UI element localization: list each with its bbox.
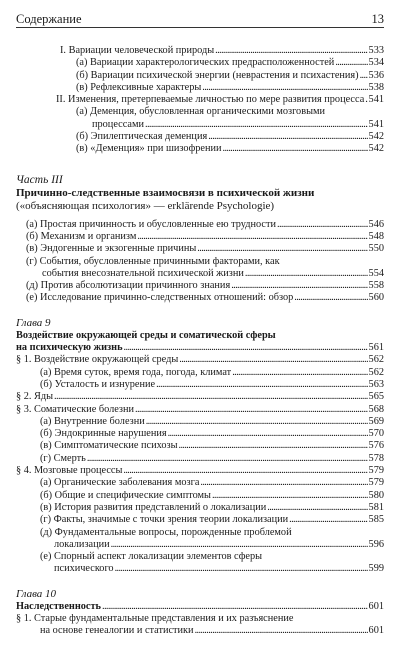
- toc-entry: (б) Вариации психической энергии (неврастения и психастения) . . . 536: [16, 70, 384, 82]
- part-title: Причинно-следственные взаимосвязи в психической жизни: [16, 186, 315, 199]
- header-title: Содержание: [16, 11, 82, 26]
- toc-entry: § 3. Соматические болезни . . . 568: [16, 404, 384, 416]
- toc-entry: (б) Эндокринные нарушения . . . 570: [16, 428, 384, 440]
- chapter-label: Глава 10: [16, 587, 57, 600]
- page-number: 13: [371, 11, 384, 26]
- chapter-title-entry: Наследственность . . . 601: [16, 601, 384, 613]
- toc-entry-line: (е) Спорный аспект локализации элементов сферы: [40, 551, 263, 563]
- toc-entry: § 1. Воздействие окружающей среды . . . 562: [16, 354, 384, 366]
- toc-entry: (г) Смерть . . . 578: [16, 453, 384, 465]
- chapter-label: Глава 9: [16, 316, 51, 329]
- toc-entry-line: (а) Деменция, обусловленная органическими мозговыми: [76, 106, 326, 118]
- toc-entry: § 2. Яды . . . 565: [16, 391, 384, 403]
- toc-entry: (а) Органические заболевания мозга . . . 579: [16, 477, 384, 489]
- toc-entry: (б) Механизм и организм . . . 548: [16, 231, 384, 243]
- chapter-title-entry: на психическую жизнь . . . 561: [16, 342, 384, 354]
- toc-entry: (в) Эндогенные и экзогенные причины . . . 550: [16, 243, 384, 255]
- part-subtitle: («объясняющая психология» — erklärende Psychologie): [16, 199, 275, 212]
- toc-entry: (в) История развития представлений о локализации . . . 581: [16, 502, 384, 514]
- toc-entry-line: § 1. Старые фундаментальные представления и их разъяснение: [16, 612, 294, 624]
- toc-entry: (б) Эпилептическая деменция . . . 542: [16, 131, 384, 143]
- toc-entry: (б) Общие и специфические симптомы . . . 580: [16, 490, 384, 502]
- toc-entry: (е) Исследование причинно-следственных отношений: обзор . . . 560: [16, 292, 384, 304]
- chapter-title: Воздействие окружающей среды и соматической сферы: [16, 329, 276, 341]
- toc-entry: психического . . . 599: [16, 563, 384, 575]
- toc-entry: II. Изменения, претерпеваемые личностью по мере развития процесса . . . 541: [16, 94, 384, 106]
- part-label: Часть III: [16, 173, 63, 186]
- toc-entry: (в) «Деменция» при шизофрении . . . 542: [16, 143, 384, 155]
- toc-entry: § 4. Мозговые процессы . . . 579: [16, 465, 384, 477]
- toc-entry: (б) Усталость и изнурение . . . 563: [16, 379, 384, 391]
- running-header: [16, 7, 384, 28]
- toc-entry: локализации . . . 596: [16, 539, 384, 551]
- toc-entry: (в) Симптоматические психозы . . . 576: [16, 440, 384, 452]
- toc-entry: (в) Рефлексивные характеры . . . 538: [16, 82, 384, 94]
- toc-entry: I. Вариации человеческой природы . . . 533: [16, 45, 384, 57]
- toc-entry: (д) Против абсолютизации причинного знания . . . 558: [16, 280, 384, 292]
- toc-entry: (а) Вариации характерологических предрасположенностей . . . 534: [16, 57, 384, 69]
- toc-entry: на основе генеалогии и статистики . . . 601: [16, 625, 384, 637]
- table-of-contents: [16, 45, 384, 638]
- toc-entry: (а) Время суток, время года, погода, климат . . . 562: [16, 367, 384, 379]
- toc-entry: процессами . . . 541: [16, 119, 384, 131]
- toc-entry: (а) Простая причинность и обусловленные ею трудности . . . 546: [16, 219, 384, 231]
- toc-entry: события внесознательной психической жизни . . . 554: [16, 268, 384, 280]
- toc-entry: (г) Факты, значимые с точки зрения теории локализации . . . 585: [16, 514, 384, 526]
- toc-entry: (а) Внутренние болезни . . . 569: [16, 416, 384, 428]
- toc-entry-line: (д) Фундаментальные вопросы, порожденные проблемой: [40, 526, 292, 538]
- toc-entry-line: (г) События, обусловленные причинными факторами, как: [26, 255, 280, 267]
